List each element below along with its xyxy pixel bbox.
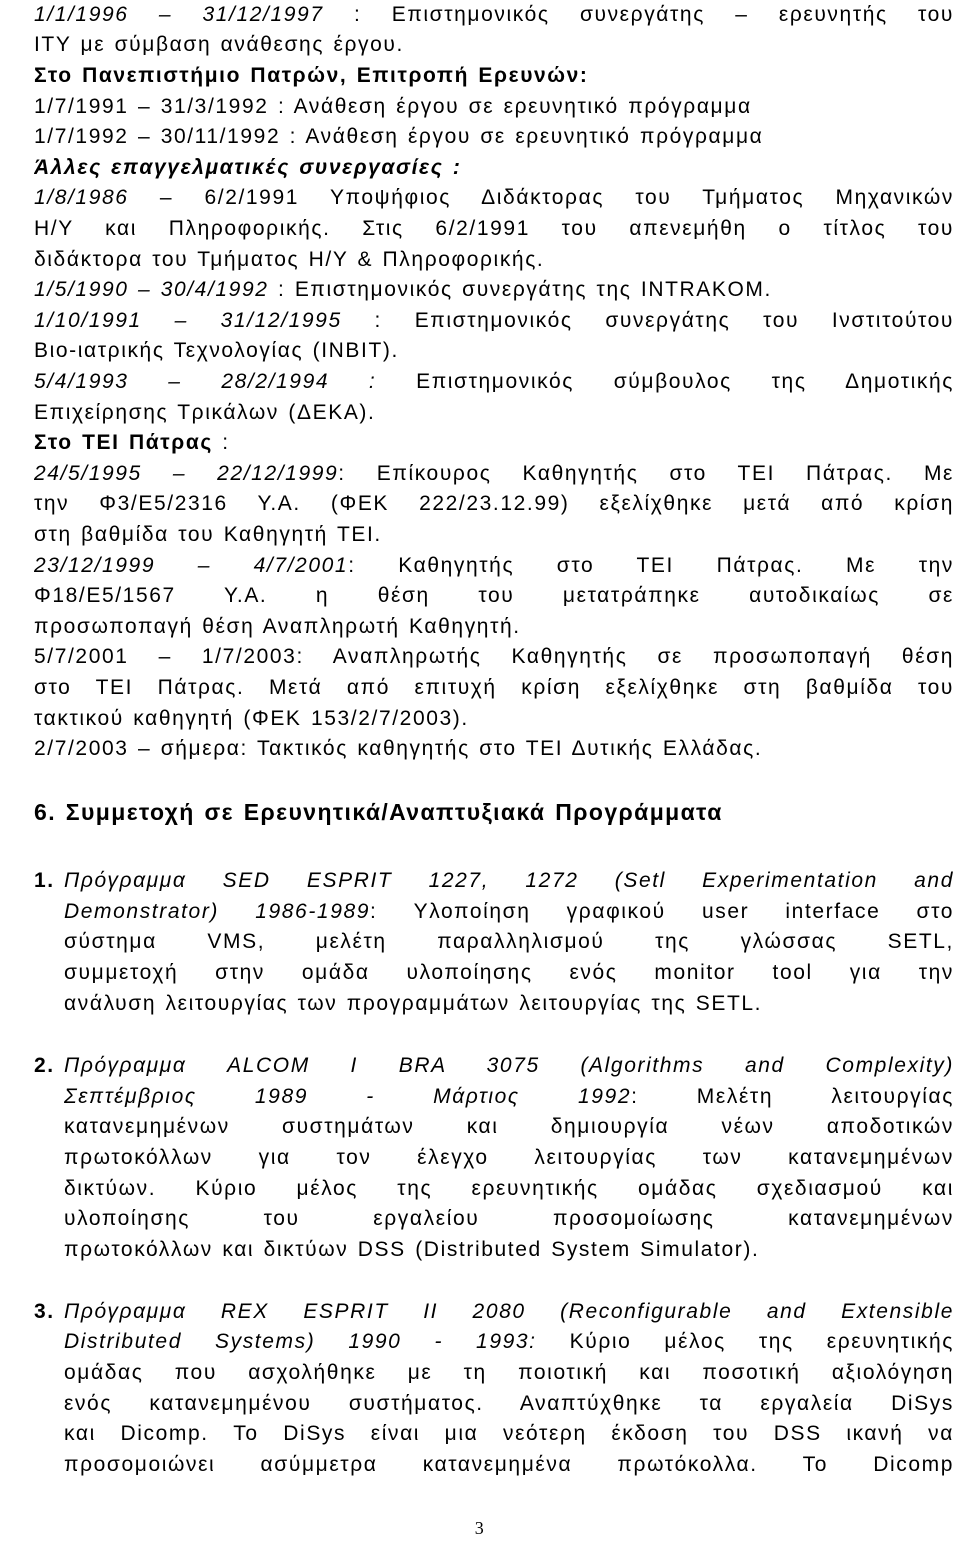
text-line xyxy=(64,927,954,957)
text-line xyxy=(64,989,954,1019)
line-text: Επιστημονικός σύμβουλος της Δημοτικής xyxy=(376,370,954,393)
text-line xyxy=(64,1419,954,1449)
text-line xyxy=(64,1143,954,1173)
line-text: Φ18/Ε5/1567 Υ.Α. η θέση του μετατράπηκε αυτοδικαίως σε xyxy=(34,584,954,607)
date-range: 24/5/1995 – 22/12/1999 xyxy=(34,462,339,485)
text-line xyxy=(34,551,954,581)
date-range: 1/1/1996 – 31/12/1997 xyxy=(34,3,324,26)
text-line xyxy=(64,1358,954,1388)
line-text: στο ΤΕΙ Πάτρας. Μετά από επιτυχή κρίση εξελίχθηκε στη βαθμίδα του xyxy=(34,676,954,699)
text-line xyxy=(64,1204,954,1234)
text-line xyxy=(34,704,954,734)
line-text: 1/7/1992 – 30/11/1992 : Ανάθεση έργου σε ερευνητικό πρόγραμμα xyxy=(34,125,764,148)
line-text: υλοποίησης του εργαλείου προσομοίωσης κατανεμημένων xyxy=(64,1207,954,1230)
line-text: ομάδας που ασχολήθηκε με τη ποιοτική και ποσοτική αξιολόγηση xyxy=(64,1361,954,1384)
text-line xyxy=(34,245,954,275)
text-line xyxy=(34,520,954,550)
line-text: διδάκτορα του Τμήματος Η/Υ & Πληροφορικής. xyxy=(34,248,545,271)
line-text: – 6/2/1991 Υποψήφιος Διδάκτορας του Τμήματος Μηχανικών xyxy=(128,186,954,209)
text-line xyxy=(64,897,954,927)
line-text: κατανεμημένων συστημάτων και δημιουργία νέων αποδοτικών xyxy=(64,1115,954,1138)
text-line xyxy=(64,1082,954,1112)
text-line xyxy=(34,398,954,428)
line-text: τακτικού καθηγητή (ΦΕΚ 153/2/7/2003). xyxy=(34,707,469,730)
text-line xyxy=(34,214,954,244)
date-range: 5/4/1993 – 28/2/1994 : xyxy=(34,370,377,393)
program-number: 3. xyxy=(34,1300,55,1323)
line-text: σύστημα VMS, μελέτη παραλληλισμού της γλώσσας SETL, xyxy=(64,930,954,953)
text-line xyxy=(34,612,954,642)
line-text: και Dicomp. Το DiSys είναι μια νεότερη έκδοση του DSS ικανή να xyxy=(64,1422,954,1445)
text-line xyxy=(34,122,954,152)
text-line xyxy=(64,1327,954,1357)
program-title: Demonstrator) 1986-1989 xyxy=(64,900,371,923)
subheading-university-patras xyxy=(34,61,954,91)
line-text: : Επιστημονικός συνεργάτης της INTRAKOM. xyxy=(268,278,772,301)
text-line xyxy=(34,0,954,30)
text-line xyxy=(64,1389,954,1419)
text-line xyxy=(64,1051,954,1081)
line-text: πρωτοκόλλων και δικτύων DSS (Distributed System Simulator). xyxy=(64,1238,760,1261)
program-title: Πρόγραμμα ALCOM I BRA 3075 (Algorithms and Complexity) xyxy=(64,1054,954,1077)
page-number: 3 xyxy=(474,1518,486,1538)
text-line xyxy=(34,306,954,336)
line-text: προσωποπαγή θέση Αναπληρωτή Καθηγητή. xyxy=(34,615,521,638)
line-text: 1/7/1991 – 31/3/1992 : Ανάθεση έργου σε ερευνητικό πρόγραμμα xyxy=(34,95,752,118)
line-text: : Μελέτη λειτουργίας xyxy=(631,1085,954,1108)
line-text: : Επιστημονικός συνεργάτης του Ινστιτούτου xyxy=(341,309,954,332)
date-range: 1/5/1990 – 30/4/1992 xyxy=(34,278,269,301)
text-line xyxy=(34,489,954,519)
program-title: Πρόγραμμα REX ESPRIT II 2080 (Reconfigurable and Extensible xyxy=(64,1300,954,1323)
program-title: Σεπτέμβριος 1989 - Μάρτιος 1992 xyxy=(64,1085,632,1108)
line-text: Στο Πανεπιστήμιο Πατρών, Επιτροπή Ερευνών: xyxy=(34,64,589,87)
line-text: Η/Υ και Πληροφορικής. Στις 6/2/1991 του απενεμήθη ο τίτλος του xyxy=(34,217,954,240)
text-line xyxy=(34,642,954,672)
text-line xyxy=(34,183,954,213)
line-text: : Υλοποίηση γραφικού user interface στο xyxy=(370,900,954,923)
line-text: την Φ3/Ε5/2316 Υ.Α. (ΦΕΚ 222/23.12.99) εξελίχθηκε μετά από κρίση xyxy=(34,492,954,515)
line-text: στη βαθμίδα του Καθηγητή ΤΕΙ. xyxy=(34,523,382,546)
subheading-other-work xyxy=(34,153,954,183)
line-text: Άλλες επαγγελματικές συνεργασίες : xyxy=(34,156,462,179)
text-line xyxy=(34,30,954,60)
text-line xyxy=(64,866,954,896)
text-line xyxy=(34,92,954,122)
text-line xyxy=(34,428,954,458)
section-heading: 6. Συμμετοχή σε Ερευνητικά/Αναπτυξιακά Προγράμματα xyxy=(34,799,723,825)
text-line xyxy=(64,1297,954,1327)
text-line xyxy=(34,673,954,703)
line-text: ανάλυση λειτουργίας των προγραμμάτων λειτουργίας της SETL. xyxy=(64,992,763,1015)
date-range: 1/10/1991 – 31/12/1995 xyxy=(34,309,342,332)
text-line xyxy=(64,1112,954,1142)
text-line xyxy=(64,1450,954,1480)
subheading-tei-patras: Στο ΤΕΙ Πάτρας xyxy=(34,431,213,454)
line-text: 5/7/2001 – 1/7/2003: Αναπληρωτής Καθηγητής σε προσωποπαγή θέση xyxy=(34,645,954,668)
line-text: Κύριο μέλος της ερευνητικής xyxy=(536,1330,954,1353)
text-line xyxy=(34,734,954,764)
program-title: Πρόγραμμα SED ESPRIT 1227, 1272 (Setl Experimentation and xyxy=(64,869,954,892)
text-line xyxy=(34,459,954,489)
line-text: πρωτοκόλλων για τον έλεγχο λειτουργίας των κατανεμημένων xyxy=(64,1146,954,1169)
line-text: δικτύων. Κύριο μέλος της ερευνητικής ομάδας σχεδιασμού και xyxy=(64,1177,954,1200)
line-text: προσομοιώνει ασύμμετρα κατανεμημένα πρωτόκολλα. Το Dicomp xyxy=(64,1453,954,1476)
line-text: ΙΤΥ με σύμβαση ανάθεσης έργου. xyxy=(34,33,404,56)
line-text: 2/7/2003 – σήμερα: Τακτικός καθηγητής στο ΤΕΙ Δυτικής Ελλάδας. xyxy=(34,737,763,760)
program-number: 2. xyxy=(34,1054,55,1077)
line-text: συμμετοχή στην ομάδα υλοποίησης ενός monitor tool για την xyxy=(64,961,954,984)
line-text: : Επιστημονικός συνεργάτης – ερευνητής του xyxy=(323,3,954,26)
line-text: : Επίκουρος Καθηγητής στο ΤΕΙ Πάτρας. Με xyxy=(338,462,954,485)
text-line xyxy=(34,336,954,366)
program-number: 1. xyxy=(34,869,55,892)
text-line xyxy=(34,275,954,305)
text-line xyxy=(64,1174,954,1204)
text-line xyxy=(34,581,954,611)
text-line xyxy=(64,1235,954,1265)
line-text: : xyxy=(212,431,230,454)
date-range: 23/12/1999 – 4/7/2001 xyxy=(34,554,349,577)
program-title: Distributed Systems) 1990 - 1993: xyxy=(64,1330,537,1353)
line-text: Επιχείρησης Τρικάλων (ΔΕΚΑ). xyxy=(34,401,376,424)
text-line xyxy=(64,958,954,988)
line-text: ενός κατανεμημένου συστήματος. Αναπτύχθηκε τα εργαλεία DiSys xyxy=(64,1392,954,1415)
line-text: : Καθηγητής στο ΤΕΙ Πάτρας. Με την xyxy=(348,554,954,577)
line-text: Βιο-ιατρικής Τεχνολογίας (INBIT). xyxy=(34,339,399,362)
text-line xyxy=(34,367,954,397)
date-range: 1/8/1986 xyxy=(34,186,129,209)
